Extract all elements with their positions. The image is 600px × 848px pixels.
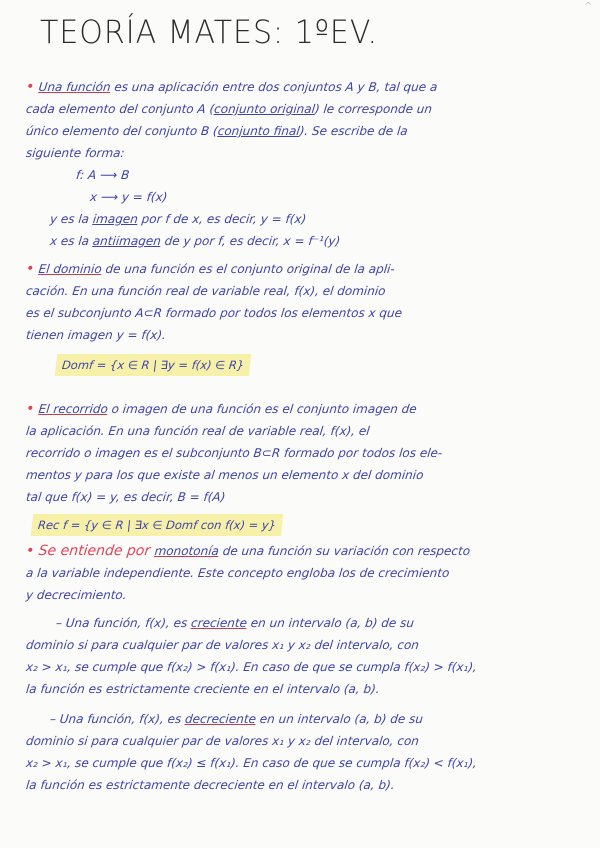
- text-fragment: único elemento del conjunto B (: [25, 124, 219, 138]
- text-fragment: cada elemento del conjunto A (: [25, 102, 215, 116]
- keyword-funcion: Una función: [37, 80, 112, 94]
- text-line: [25, 76, 577, 98]
- text-line: la aplicación. En una función real de variable real, f(x), el: [25, 424, 371, 438]
- text-line: cación. En una función real de variable real, f(x), el dominio: [25, 284, 387, 298]
- text-line: mentos y para los que existe al menos un elemento x del dominio: [25, 468, 425, 482]
- text-line: recorrido o imagen es el subconjunto B⊂R formado por todos los ele-: [25, 446, 444, 460]
- section-range: [26, 398, 576, 536]
- term-creciente: creciente: [190, 616, 248, 630]
- formula-line: [25, 354, 577, 376]
- text-fragment: – Una función, f(x), es: [55, 616, 192, 630]
- text-line: [25, 120, 577, 142]
- keyword-recorrido: El recorrido: [37, 402, 109, 416]
- text-line: [25, 230, 577, 252]
- keyword-dominio: El dominio: [37, 262, 103, 276]
- formula-line: f: A ⟶ B: [75, 168, 131, 182]
- keyword-monotonia: monotonía: [153, 544, 220, 558]
- term-antiimagen: antiimagen: [92, 234, 162, 248]
- text-fragment: en un intervalo (a, b) de su: [246, 616, 415, 630]
- text-line: tienen imagen y = f(x).: [25, 328, 167, 342]
- text-line: [25, 708, 577, 730]
- text-line: a la variable independiente. Este concepto engloba los de crecimiento: [25, 566, 451, 580]
- bullet: •: [25, 401, 40, 417]
- text-fragment: de una función su variación con respecto: [218, 544, 471, 558]
- text-line: x₂ > x₁, se cumple que f(x₂) > f(x₁). En caso de que se cumpla f(x₂) > f(x₁),: [25, 660, 478, 674]
- page-title: TEORÍA MATES: 1ºEV.: [40, 14, 379, 52]
- bullet: •: [25, 79, 40, 95]
- text-fragment: de y por f, es decir, x = f⁻¹(y): [160, 234, 341, 248]
- bullet: •: [25, 261, 40, 277]
- text-line: x₂ > x₁, se cumple que f(x₂) ≤ f(x₁). En caso de que se cumpla f(x₂) < f(x₁),: [25, 756, 478, 770]
- formula-line: x ⟶ y = f(x): [89, 190, 169, 204]
- text-fragment: y es la: [49, 212, 94, 226]
- text-line: la función es estrictamente creciente en el intervalo (a, b).: [25, 682, 381, 696]
- term-conjunto-original: conjunto original: [213, 102, 316, 116]
- text-line: [25, 98, 577, 120]
- term-conjunto-final: conjunto final: [217, 124, 301, 138]
- text-fragment: ). Se escribe de la: [299, 124, 409, 138]
- text-fragment: – Una función, f(x), es: [49, 712, 186, 726]
- text-line: [25, 208, 577, 230]
- text-line: [25, 540, 577, 562]
- section-function: [26, 76, 576, 252]
- text-line: [25, 258, 577, 280]
- bullet: • Se entiende por: [25, 543, 156, 559]
- text-line: y decrecimiento.: [25, 588, 128, 602]
- text-fragment: es una aplicación entre dos conjuntos A y B, tal que a: [109, 80, 439, 94]
- term-imagen: imagen: [92, 212, 139, 226]
- text-line: siguiente forma:: [25, 146, 126, 160]
- range-formula: Rec f = {y ∈ R | ∃x ∈ Domf con f(x) = y}: [31, 514, 283, 536]
- section-domain: [26, 258, 576, 376]
- section-monotony: [26, 540, 576, 796]
- text-fragment: en un intervalo (a, b) de su: [255, 712, 424, 726]
- text-line: la función es estrictamente decreciente en el intervalo (a, b).: [25, 778, 396, 792]
- text-fragment: por f de x, es decir, y = f(x): [137, 212, 308, 226]
- formula-line: [25, 514, 577, 536]
- text-line: dominio si para cualquier par de valores x₁ y x₂ del intervalo, con: [25, 638, 420, 652]
- text-line: dominio si para cualquier par de valores x₁ y x₂ del intervalo, con: [25, 734, 420, 748]
- term-decreciente: decreciente: [184, 712, 257, 726]
- text-line: tal que f(x) = y, es decir, B = f(A): [25, 490, 227, 504]
- domain-formula: Domf = {x ∈ R | ∃y = f(x) ∈ R}: [55, 354, 252, 376]
- text-line: [25, 612, 577, 634]
- text-fragment: x es la: [49, 234, 94, 248]
- text-fragment: de una función es el conjunto original de la apli-: [100, 262, 396, 276]
- text-fragment: o imagen de una función es el conjunto imagen de: [107, 402, 418, 416]
- text-line: es el subconjunto A⊂R formado por todos los elementos x que: [25, 306, 403, 320]
- text-line: [25, 398, 577, 420]
- corner-mark: ^: [584, 2, 592, 12]
- text-fragment: ) le corresponde un: [314, 102, 433, 116]
